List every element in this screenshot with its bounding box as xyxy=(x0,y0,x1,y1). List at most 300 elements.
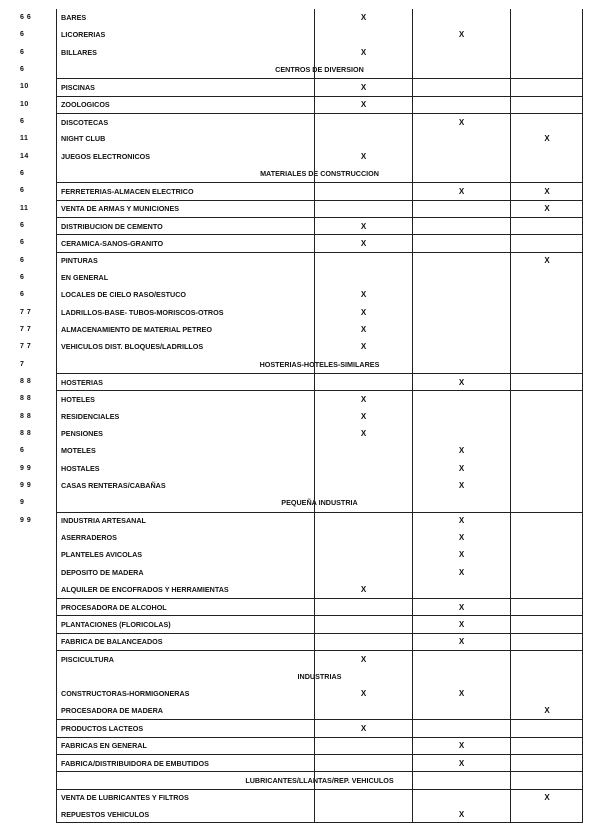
table-row xyxy=(57,425,582,442)
zone-cell-3 xyxy=(510,165,583,182)
mark-x xyxy=(511,616,583,632)
table-row xyxy=(57,719,582,736)
zone-cell-3 xyxy=(510,338,583,355)
activity-name: ALQUILER DE ENCOFRADOS Y HERRAMIENTAS xyxy=(61,584,229,594)
zone-cell-1 xyxy=(314,44,412,61)
mark-x xyxy=(413,391,510,407)
zone-cell-1 xyxy=(314,165,412,182)
mark-x xyxy=(413,651,510,667)
zone-cell-2 xyxy=(412,667,510,684)
row-code: 6 xyxy=(20,48,25,56)
mark-x: X xyxy=(458,516,465,526)
row-code: 8 8 xyxy=(20,395,32,403)
zone-cell-2 xyxy=(412,321,510,338)
mark-x: X xyxy=(360,307,367,317)
zone-cell-3 xyxy=(510,304,583,321)
activity-cell xyxy=(57,755,314,771)
mark-x: X xyxy=(544,186,550,196)
mark-x: X xyxy=(360,238,367,248)
activity-cell xyxy=(57,425,314,442)
mark-x xyxy=(413,286,510,303)
zone-cell-2 xyxy=(412,513,510,529)
mark-x: X xyxy=(544,256,550,266)
table-row xyxy=(57,78,582,95)
mark-x xyxy=(413,201,510,217)
activity-cell xyxy=(57,702,314,719)
zone-cell-2 xyxy=(412,61,510,78)
zone-cell-2 xyxy=(412,806,510,822)
zone-cell-1 xyxy=(314,685,412,702)
mark-x xyxy=(315,616,412,632)
mark-x xyxy=(315,130,412,147)
zone-cell-2 xyxy=(412,408,510,425)
row-code: 6 xyxy=(20,187,25,195)
mark-x xyxy=(511,304,583,321)
activity-name: PLANTACIONES (FLORICOLAS) xyxy=(61,620,171,630)
activity-name: FABRICA/DISTRIBUIDORA DE EMBUTIDOS xyxy=(61,758,209,768)
table-row xyxy=(57,200,582,217)
table-row xyxy=(57,685,582,702)
mark-x xyxy=(511,425,583,442)
section-header: MATERIALES DE CONSTRUCCION xyxy=(260,169,379,179)
mark-x: X xyxy=(544,204,550,214)
section-header: LUBRICANTES/LLANTAS/REP. VEHICULOS xyxy=(245,776,394,786)
mark-x xyxy=(511,755,583,771)
zone-cell-2 xyxy=(412,253,510,269)
section-header: HOSTERIAS-HOTELES-SIMILARES xyxy=(259,359,380,369)
activity-name: CERAMICA-SANOS-GRANITO xyxy=(61,238,164,248)
activity-cell xyxy=(57,738,314,754)
table-row xyxy=(57,650,582,667)
activity-cell xyxy=(57,581,314,598)
activity-cell xyxy=(57,651,314,667)
activity-name: MOTELES xyxy=(61,446,96,456)
activity-cell xyxy=(57,408,314,425)
mark-x: X xyxy=(458,463,465,473)
zone-cell-1 xyxy=(314,477,412,494)
activity-name: HOSTALES xyxy=(61,463,100,473)
zone-cell-3 xyxy=(510,806,583,822)
table-row xyxy=(57,252,582,269)
mark-x xyxy=(413,269,510,286)
mark-x: X xyxy=(458,620,465,630)
zone-cell-2 xyxy=(412,148,510,165)
table-row xyxy=(57,737,582,754)
mark-x xyxy=(315,738,412,754)
zone-cell-3 xyxy=(510,235,583,251)
section-header-row xyxy=(57,494,582,511)
table-row xyxy=(57,477,582,494)
zone-cell-2 xyxy=(412,425,510,442)
mark-x: X xyxy=(458,741,465,751)
zone-cell-3 xyxy=(510,97,583,113)
zone-cell-1 xyxy=(314,183,412,199)
mark-x xyxy=(511,442,583,459)
activity-name: PISCINAS xyxy=(61,82,95,92)
activity-name: FABRICA DE BALANCEADOS xyxy=(61,637,163,647)
mark-x xyxy=(413,9,510,26)
row-code: 11 xyxy=(20,204,29,212)
zone-cell-2 xyxy=(412,356,510,373)
mark-x: X xyxy=(360,325,367,335)
mark-x xyxy=(511,148,583,165)
mark-x: X xyxy=(458,550,465,560)
zone-cell-2 xyxy=(412,374,510,390)
zone-cell-1 xyxy=(314,79,412,95)
zone-cell-2 xyxy=(412,616,510,632)
zone-cell-3 xyxy=(510,546,583,563)
activity-name: CASAS RENTERAS/CABAÑAS xyxy=(61,481,166,491)
activity-cell xyxy=(57,616,314,632)
activity-cell xyxy=(57,269,314,286)
table-row xyxy=(57,789,582,806)
row-code: 9 9 xyxy=(20,464,32,472)
zone-cell-2 xyxy=(412,338,510,355)
activity-cell xyxy=(57,391,314,407)
zone-cell-2 xyxy=(412,790,510,806)
activity-cell xyxy=(57,44,314,61)
mark-x xyxy=(511,738,583,754)
zone-cell-2 xyxy=(412,44,510,61)
activity-cell xyxy=(57,477,314,494)
section-header: CENTROS DE DIVERSION xyxy=(275,65,364,75)
row-code: 7 7 xyxy=(20,325,32,333)
zone-cell-2 xyxy=(412,651,510,667)
mark-x xyxy=(315,269,412,286)
table-row xyxy=(57,529,582,546)
activity-cell xyxy=(57,130,314,147)
row-code: 6 xyxy=(20,447,25,455)
zone-cell-2 xyxy=(412,269,510,286)
activity-cell xyxy=(57,529,314,546)
mark-x xyxy=(511,269,583,286)
mark-x: X xyxy=(360,724,367,734)
zone-cell-3 xyxy=(510,44,583,61)
activity-cell xyxy=(57,201,314,217)
zone-cell-3 xyxy=(510,321,583,338)
mark-x: X xyxy=(458,186,465,196)
mark-x xyxy=(315,201,412,217)
mark-x: X xyxy=(360,221,367,231)
mark-x xyxy=(315,806,412,822)
mark-x: X xyxy=(458,117,465,127)
zone-cell-2 xyxy=(412,114,510,130)
activity-cell xyxy=(57,79,314,95)
mark-x: X xyxy=(360,342,367,352)
zone-cell-3 xyxy=(510,130,583,147)
zone-cell-2 xyxy=(412,218,510,234)
zone-cell-2 xyxy=(412,634,510,650)
zone-cell-3 xyxy=(510,634,583,650)
activity-name: HOTELES xyxy=(61,394,95,404)
activity-cell xyxy=(57,218,314,234)
activity-name: BILLARES xyxy=(61,47,97,57)
activity-cell xyxy=(57,338,314,355)
zone-cell-3 xyxy=(510,253,583,269)
mark-x xyxy=(511,651,583,667)
activity-name: PISCICULTURA xyxy=(61,654,114,664)
mark-x xyxy=(511,338,583,355)
mark-x xyxy=(315,529,412,546)
mark-x: X xyxy=(458,377,465,387)
activity-name: VENTA DE LUBRICANTES Y FILTROS xyxy=(61,793,189,803)
row-code: 6 6 xyxy=(20,14,32,21)
activity-name: DEPOSITO DE MADERA xyxy=(61,567,144,577)
activity-cell xyxy=(57,26,314,43)
table-row xyxy=(57,9,582,26)
mark-x xyxy=(413,148,510,165)
table-row xyxy=(57,234,582,251)
mark-x xyxy=(315,374,412,390)
table-row xyxy=(57,754,582,771)
zone-cell-1 xyxy=(314,235,412,251)
mark-x xyxy=(413,97,510,113)
zone-cell-1 xyxy=(314,546,412,563)
table-row xyxy=(57,442,582,459)
activity-cell xyxy=(57,790,314,806)
table-row xyxy=(57,338,582,355)
zone-cell-2 xyxy=(412,391,510,407)
zone-cell-1 xyxy=(314,460,412,477)
table-row xyxy=(57,217,582,234)
mark-x xyxy=(511,460,583,477)
zone-cell-1 xyxy=(314,356,412,373)
zone-cell-3 xyxy=(510,9,583,26)
mark-x xyxy=(315,702,412,719)
activity-cell xyxy=(57,304,314,321)
section-header: PEQUEÑA INDUSTRIA xyxy=(281,498,358,508)
zone-cell-1 xyxy=(314,806,412,822)
code-column xyxy=(20,9,56,529)
zone-cell-1 xyxy=(314,755,412,771)
activity-cell xyxy=(57,599,314,615)
zone-cell-3 xyxy=(510,667,583,684)
zone-cell-1 xyxy=(314,702,412,719)
activity-name: INDUSTRIA ARTESANAL xyxy=(61,516,146,526)
activity-cell xyxy=(57,114,314,130)
row-code: 6 xyxy=(20,65,25,73)
zone-cell-1 xyxy=(314,9,412,26)
mark-x xyxy=(315,460,412,477)
activity-cell xyxy=(57,183,314,199)
section-header-row xyxy=(57,356,582,373)
table-row xyxy=(57,408,582,425)
table-row xyxy=(57,633,582,650)
zone-cell-1 xyxy=(314,513,412,529)
mark-x xyxy=(511,235,583,251)
activity-name: PINTURAS xyxy=(61,256,98,266)
zone-cell-2 xyxy=(412,26,510,43)
mark-x xyxy=(511,581,583,598)
row-code: 6 xyxy=(20,239,25,247)
zone-cell-2 xyxy=(412,165,510,182)
mark-x: X xyxy=(360,100,367,110)
mark-x: X xyxy=(458,688,465,698)
zone-cell-1 xyxy=(314,130,412,147)
activity-name: CONSTRUCTORAS-HORMIGONERAS xyxy=(61,688,190,698)
mark-x xyxy=(511,564,583,581)
mark-x xyxy=(315,253,412,269)
mark-x xyxy=(511,529,583,546)
zone-cell-3 xyxy=(510,61,583,78)
zone-cell-1 xyxy=(314,374,412,390)
mark-x xyxy=(413,581,510,598)
zone-cell-2 xyxy=(412,235,510,251)
activity-name: ALMACENAMIENTO DE MATERIAL PETREO xyxy=(61,325,212,335)
mark-x xyxy=(511,408,583,425)
activity-cell xyxy=(57,253,314,269)
zone-cell-2 xyxy=(412,738,510,754)
activity-name: ZOOLOGICOS xyxy=(61,100,110,110)
mark-x: X xyxy=(360,82,367,92)
row-code: 6 xyxy=(20,256,25,264)
row-code: 9 9 xyxy=(20,481,32,489)
mark-x xyxy=(511,634,583,650)
zone-cell-1 xyxy=(314,494,412,511)
zone-cell-1 xyxy=(314,253,412,269)
mark-x: X xyxy=(360,411,367,421)
zone-cell-2 xyxy=(412,755,510,771)
zone-cell-1 xyxy=(314,442,412,459)
activity-name: PROCESADORA DE MADERA xyxy=(61,706,163,716)
activity-name: DISCOTECAS xyxy=(61,117,109,127)
activity-cell xyxy=(57,634,314,650)
activity-name: PRODUCTOS LACTEOS xyxy=(61,724,144,734)
zone-cell-1 xyxy=(314,720,412,736)
mark-x: X xyxy=(360,13,367,23)
row-code: 10 xyxy=(20,83,29,91)
mark-x xyxy=(511,114,583,130)
activity-cell xyxy=(57,235,314,251)
zone-cell-2 xyxy=(412,130,510,147)
mark-x xyxy=(315,477,412,494)
mark-x xyxy=(511,321,583,338)
mark-x xyxy=(511,806,583,822)
zone-cell-2 xyxy=(412,581,510,598)
zone-cell-2 xyxy=(412,201,510,217)
zone-cell-1 xyxy=(314,529,412,546)
mark-x xyxy=(511,218,583,234)
mark-x: X xyxy=(360,151,367,161)
table-row xyxy=(57,182,582,199)
activity-name: FERRETERIAS-ALMACEN ELECTRICO xyxy=(61,186,194,196)
mark-x xyxy=(413,702,510,719)
table-row xyxy=(57,130,582,147)
activity-cell xyxy=(57,720,314,736)
zone-cell-2 xyxy=(412,494,510,511)
activity-cell xyxy=(57,460,314,477)
mark-x xyxy=(413,304,510,321)
zone-cell-1 xyxy=(314,269,412,286)
mark-x xyxy=(511,44,583,61)
mark-x xyxy=(511,391,583,407)
zone-cell-1 xyxy=(314,391,412,407)
activity-name: JUEGOS ELECTRONICOS xyxy=(61,151,151,161)
activity-cell xyxy=(57,286,314,303)
row-code: 6 xyxy=(20,117,25,125)
zone-cell-1 xyxy=(314,667,412,684)
mark-x: X xyxy=(458,758,465,768)
zone-cell-2 xyxy=(412,529,510,546)
zone-cell-3 xyxy=(510,477,583,494)
table-row xyxy=(57,373,582,390)
row-code: 14 xyxy=(20,152,29,160)
mark-x xyxy=(413,425,510,442)
mark-x xyxy=(413,235,510,251)
zone-cell-3 xyxy=(510,114,583,130)
section-header-row xyxy=(57,771,582,788)
mark-x xyxy=(413,338,510,355)
zone-cell-2 xyxy=(412,79,510,95)
activity-name: BARES xyxy=(61,13,87,23)
mark-x xyxy=(413,44,510,61)
mark-x xyxy=(315,114,412,130)
mark-x: X xyxy=(458,533,465,542)
activity-name: PLANTELES AVICOLAS xyxy=(61,550,143,560)
table-row xyxy=(57,512,582,529)
row-code: 6 xyxy=(20,169,25,177)
row-code: 7 7 xyxy=(20,343,32,351)
zone-cell-2 xyxy=(412,442,510,459)
zone-cell-2 xyxy=(412,702,510,719)
mark-x xyxy=(511,374,583,390)
zone-cell-2 xyxy=(412,286,510,303)
row-code: 7 xyxy=(20,360,25,368)
zone-cell-1 xyxy=(314,651,412,667)
zone-cell-2 xyxy=(412,477,510,494)
mark-x: X xyxy=(458,637,465,647)
zone-cell-3 xyxy=(510,755,583,771)
zone-cell-1 xyxy=(314,148,412,165)
zone-cell-3 xyxy=(510,529,583,546)
zone-cell-3 xyxy=(510,460,583,477)
activity-name: VEHICULOS DIST. BLOQUES/LADRILLOS xyxy=(61,342,204,352)
mark-x: X xyxy=(544,793,550,803)
zone-cell-2 xyxy=(412,304,510,321)
zone-cell-1 xyxy=(314,218,412,234)
table-row xyxy=(57,321,582,338)
zone-cell-3 xyxy=(510,790,583,806)
mark-x xyxy=(315,564,412,581)
mark-x xyxy=(315,790,412,806)
zone-cell-1 xyxy=(314,790,412,806)
activity-name: EN GENERAL xyxy=(61,273,109,283)
zone-cell-3 xyxy=(510,26,583,43)
zone-cell-3 xyxy=(510,442,583,459)
section-header-row xyxy=(57,61,582,78)
zone-cell-3 xyxy=(510,79,583,95)
mark-x: X xyxy=(360,47,367,57)
zone-cell-3 xyxy=(510,148,583,165)
zone-cell-1 xyxy=(314,564,412,581)
mark-x xyxy=(511,720,583,736)
row-code: 6 xyxy=(20,221,25,229)
row-code: 9 9 xyxy=(20,516,32,524)
row-code: 11 xyxy=(20,135,29,143)
row-code: 6 xyxy=(20,291,25,299)
zone-cell-3 xyxy=(510,738,583,754)
activity-name: PROCESADORA DE ALCOHOL xyxy=(61,602,167,612)
zone-cell-1 xyxy=(314,338,412,355)
zone-cell-1 xyxy=(314,286,412,303)
zone-cell-2 xyxy=(412,9,510,26)
mark-x xyxy=(413,253,510,269)
mark-x: X xyxy=(544,706,550,716)
mark-x xyxy=(413,130,510,147)
table-row xyxy=(57,581,582,598)
activity-cell xyxy=(57,9,314,26)
activity-cell xyxy=(57,321,314,338)
